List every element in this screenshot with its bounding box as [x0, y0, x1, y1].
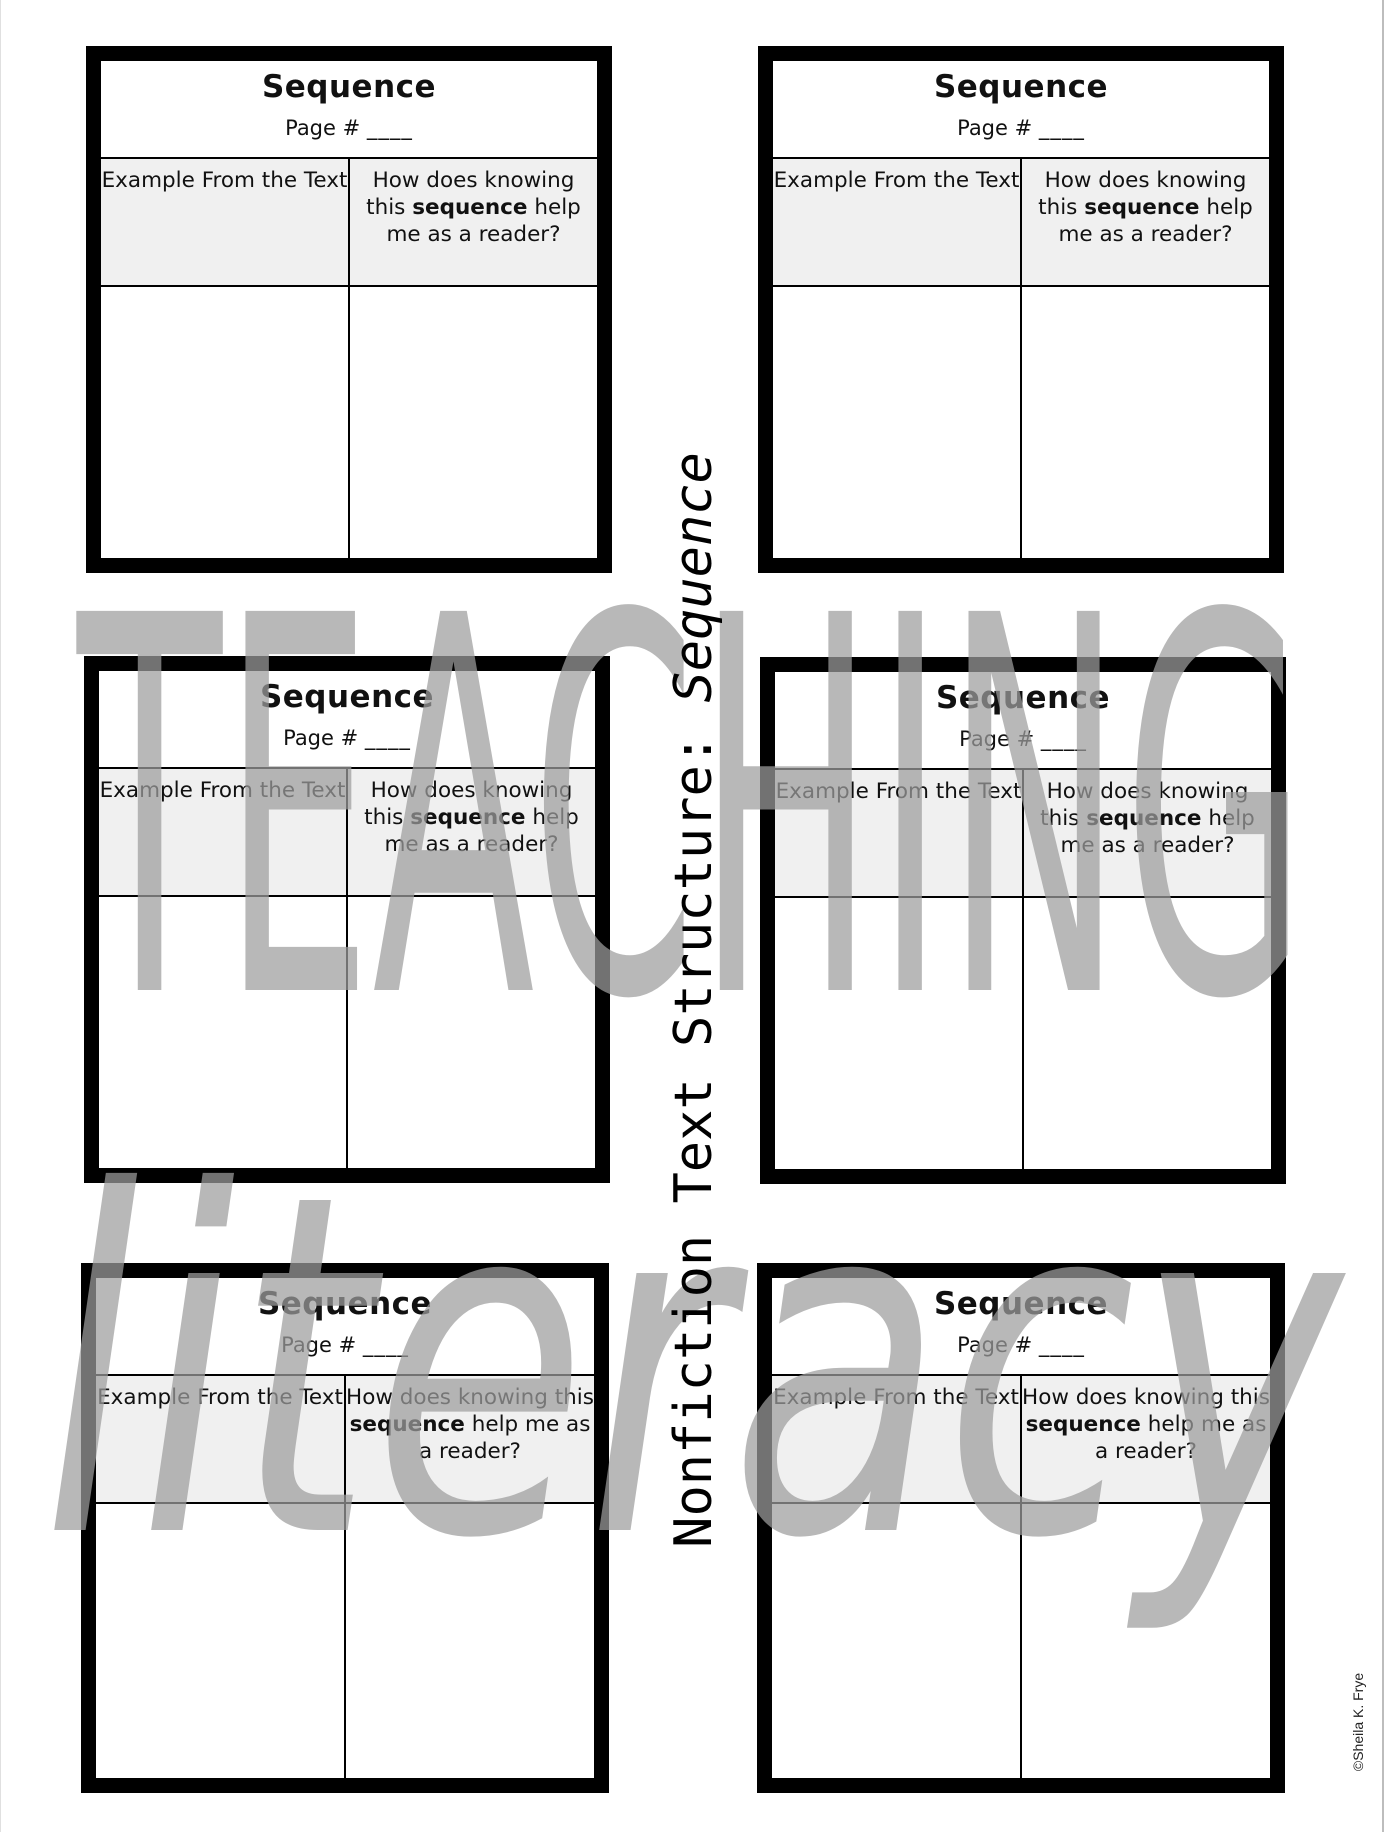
col-header-example: Example From the Text	[773, 159, 1022, 285]
watermark-line-2: literacy	[42, 1094, 1349, 1641]
card-title: Sequence	[261, 69, 437, 105]
example-answer-cell[interactable]	[96, 1504, 346, 1778]
example-answer-cell[interactable]	[99, 897, 348, 1168]
card-title: Sequence	[935, 680, 1111, 716]
question-answer-cell[interactable]	[346, 1504, 594, 1778]
sequence-card	[86, 46, 612, 573]
col-header-example: Example From the Text	[101, 159, 350, 285]
sequence-card	[757, 1263, 1285, 1793]
card-answer-area	[96, 1504, 594, 1778]
column-headers	[775, 770, 1271, 898]
page-number-line: Page # ____	[281, 1333, 409, 1357]
example-answer-cell[interactable]	[101, 287, 350, 558]
card-title: Sequence	[933, 69, 1109, 105]
column-headers	[772, 1376, 1270, 1504]
card-answer-area	[101, 287, 597, 558]
card-answer-area	[773, 287, 1269, 558]
sequence-card	[760, 657, 1286, 1184]
col-header-example: Example From the Text	[775, 770, 1024, 896]
col-header-example: Example From the Text	[96, 1376, 346, 1502]
col-header-example: Example From the Text	[99, 769, 348, 895]
column-headers	[101, 159, 597, 287]
sequence-card	[81, 1263, 609, 1793]
card-answer-area	[99, 897, 595, 1168]
page-number-line: Page # ____	[957, 1333, 1085, 1357]
col-header-question: How does knowing this sequence help me as a reader?	[346, 1385, 594, 1464]
worksheet-title: Nonfiction Text Structure: Sequence	[664, 452, 724, 1548]
card-header	[772, 1278, 1270, 1376]
sequence-card	[758, 46, 1284, 573]
watermark-line-1: TEACHING	[73, 507, 1308, 1113]
example-answer-cell[interactable]	[773, 287, 1022, 558]
col-header-question: How does knowing this sequence help me as a reader?	[1040, 779, 1255, 858]
column-headers	[773, 159, 1269, 287]
page-number-line: Page # ____	[959, 727, 1087, 751]
question-answer-cell[interactable]	[348, 897, 595, 1168]
sequence-card	[84, 656, 610, 1183]
card-title: Sequence	[933, 1286, 1109, 1322]
question-answer-cell[interactable]	[1022, 1504, 1270, 1778]
page-number-line: Page # ____	[285, 116, 413, 140]
col-header-example: Example From the Text	[772, 1376, 1022, 1502]
col-header-question: How does knowing this sequence help me as a reader?	[1038, 168, 1253, 247]
column-headers	[99, 769, 595, 897]
card-header	[101, 61, 597, 159]
card-header	[99, 671, 595, 769]
card-answer-area	[775, 898, 1271, 1169]
page-number-line: Page # ____	[957, 116, 1085, 140]
card-header	[773, 61, 1269, 159]
question-answer-cell[interactable]	[350, 287, 597, 558]
card-title: Sequence	[259, 679, 435, 715]
col-header-question: How does knowing this sequence help me as a reader?	[1022, 1385, 1270, 1464]
example-answer-cell[interactable]	[775, 898, 1024, 1169]
col-header-question: How does knowing this sequence help me as a reader?	[364, 778, 579, 857]
example-answer-cell[interactable]	[772, 1504, 1022, 1778]
question-answer-cell[interactable]	[1024, 898, 1271, 1169]
col-header-question: How does knowing this sequence help me as a reader?	[366, 168, 581, 247]
column-headers	[96, 1376, 594, 1504]
copyright-text: ©Sheila K. Frye	[1350, 1672, 1366, 1772]
page-number-line: Page # ____	[283, 726, 411, 750]
card-header	[775, 672, 1271, 770]
page-left-edge	[0, 0, 1, 1832]
card-title: Sequence	[257, 1286, 433, 1322]
card-answer-area	[772, 1504, 1270, 1778]
question-answer-cell[interactable]	[1022, 287, 1269, 558]
card-header	[96, 1278, 594, 1376]
